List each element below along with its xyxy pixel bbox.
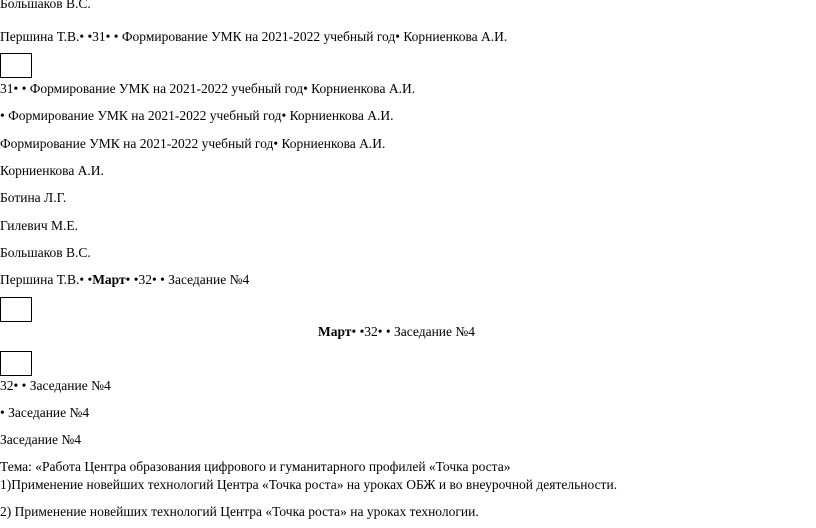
text-line: Гилевич М.Е. xyxy=(0,218,79,233)
text-line: Корниенкова А.И. xyxy=(0,163,104,178)
text-line-suffix: • •32• • Заседание №4 xyxy=(351,324,476,339)
text-line: Большаков В.С. xyxy=(0,245,91,260)
text-line: Заседание №4 xyxy=(0,432,82,447)
centered-text-line xyxy=(318,324,475,340)
text-line-prefix: Першина Т.В.• • xyxy=(0,272,93,287)
text-line: • Формирование УМК на 2021-2022 учебный год• Корниенкова А.И. xyxy=(0,108,394,123)
text-line: • Заседание №4 xyxy=(0,405,90,420)
empty-table-cell xyxy=(0,297,32,322)
text-line-march xyxy=(0,272,249,288)
text-line: 32• • Заседание №4 xyxy=(0,378,111,393)
month-label: Март xyxy=(318,324,352,339)
agenda-item: 1)Применение новейших технологий Центра «Точка роста» на уроках ОБЖ и во внеурочной деятельности. xyxy=(0,477,618,492)
empty-table-cell xyxy=(0,351,32,376)
text-line-suffix: • •32• • Заседание №4 xyxy=(125,272,250,287)
text-line: Большаков В.С. xyxy=(0,0,91,11)
text-line: Формирование УМК на 2021-2022 учебный год• Корниенкова А.И. xyxy=(0,136,386,151)
text-line: 31• • Формирование УМК на 2021-2022 учебный год• Корниенкова А.И. xyxy=(0,81,416,96)
topic-line: Тема: «Работа Центра образования цифрового и гуманитарного профилей «Точка роста» xyxy=(0,459,511,474)
text-line: Ботина Л.Г. xyxy=(0,190,67,205)
empty-table-cell xyxy=(0,53,32,78)
agenda-item: 2) Применение новейших технологий Центра «Точка роста» на уроках технологии. xyxy=(0,504,479,519)
month-label: Март xyxy=(92,272,126,287)
text-line: Першина Т.В.• •31• • Формирование УМК на 2021-2022 учебный год• Корниенкова А.И. xyxy=(0,29,508,44)
